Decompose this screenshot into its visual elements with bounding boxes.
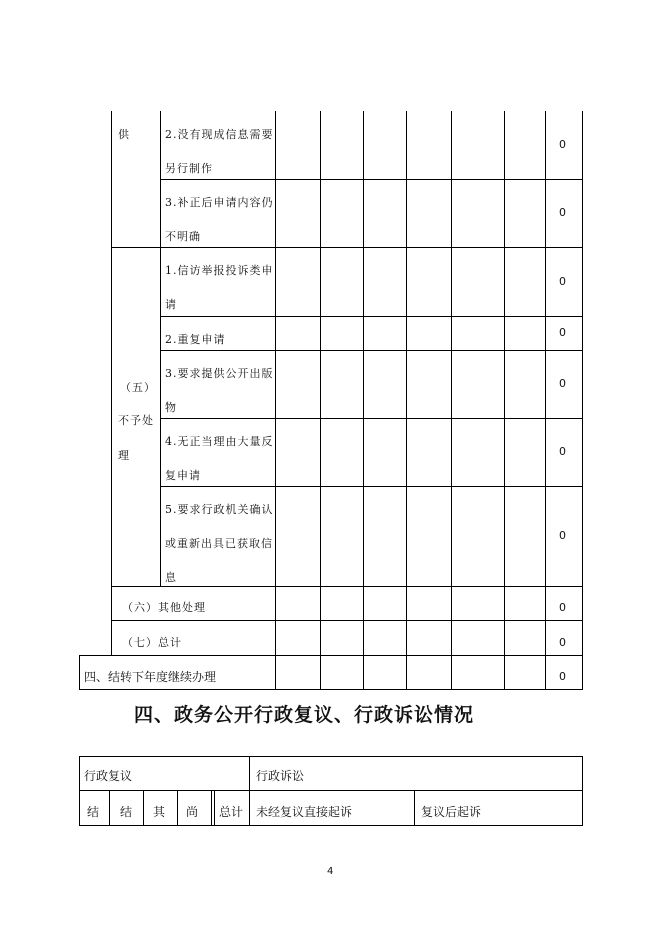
row-value: 0 bbox=[559, 206, 566, 219]
page-number: 4 bbox=[327, 866, 334, 877]
total-label: （七）总计 bbox=[122, 636, 182, 649]
review-subcol-3: 其 bbox=[153, 805, 166, 819]
row-label: 3.补正后申请内容仍 bbox=[165, 196, 274, 209]
carry-over-label: 四、结转下年度继续办理 bbox=[84, 670, 217, 684]
other-handling-label: （六）其他处理 bbox=[122, 601, 206, 614]
row-label: 5.要求行政机关确认 bbox=[165, 503, 274, 516]
row-label: 或重新出具已获取信 bbox=[165, 537, 273, 550]
review-subcol-total: 总计 bbox=[219, 805, 244, 819]
row-value: 0 bbox=[559, 138, 566, 151]
row-label: 2.没有现成信息需要 bbox=[165, 128, 274, 141]
row-value: 0 bbox=[559, 377, 566, 390]
total-value: 0 bbox=[559, 636, 566, 649]
gong-fragment: 供 bbox=[118, 128, 130, 141]
row-value: 0 bbox=[559, 326, 566, 339]
row-value: 0 bbox=[559, 274, 566, 288]
row-label: 复申请 bbox=[165, 469, 201, 482]
group5-title: （五） bbox=[120, 381, 156, 394]
row-value: 0 bbox=[559, 445, 566, 458]
review-subcol-1: 结 bbox=[87, 805, 100, 819]
row-label: 请 bbox=[165, 298, 177, 311]
direct-suit-header: 未经复议直接起诉 bbox=[256, 805, 353, 819]
post-review-suit-header: 复议后起诉 bbox=[421, 805, 482, 819]
row-label: 4.无正当理由大量反 bbox=[165, 435, 274, 448]
other-handling-value: 0 bbox=[559, 601, 566, 614]
section-heading: 四、政务公开行政复议、行政诉讼情况 bbox=[134, 704, 475, 726]
row-label: 2.重复申请 bbox=[165, 333, 226, 346]
row-label: 另行制作 bbox=[165, 162, 213, 175]
row-label: 3.要求提供公开出版 bbox=[165, 367, 274, 380]
admin-review-header: 行政复议 bbox=[84, 769, 133, 783]
group5-name-line2: 理 bbox=[118, 449, 130, 462]
row-label: 物 bbox=[165, 401, 177, 414]
row-label: 息 bbox=[165, 571, 177, 584]
row-value: 0 bbox=[559, 529, 566, 542]
review-subcol-4: 尚 bbox=[186, 805, 199, 819]
group5-name-line1: 不予处 bbox=[118, 414, 154, 427]
row-label: 1.信访举报投诉类申 bbox=[165, 264, 274, 277]
admin-litigation-header: 行政诉讼 bbox=[256, 769, 305, 783]
carry-over-value: 0 bbox=[559, 670, 566, 683]
review-subcol-2: 结 bbox=[120, 805, 133, 819]
row-label: 不明确 bbox=[165, 230, 201, 243]
